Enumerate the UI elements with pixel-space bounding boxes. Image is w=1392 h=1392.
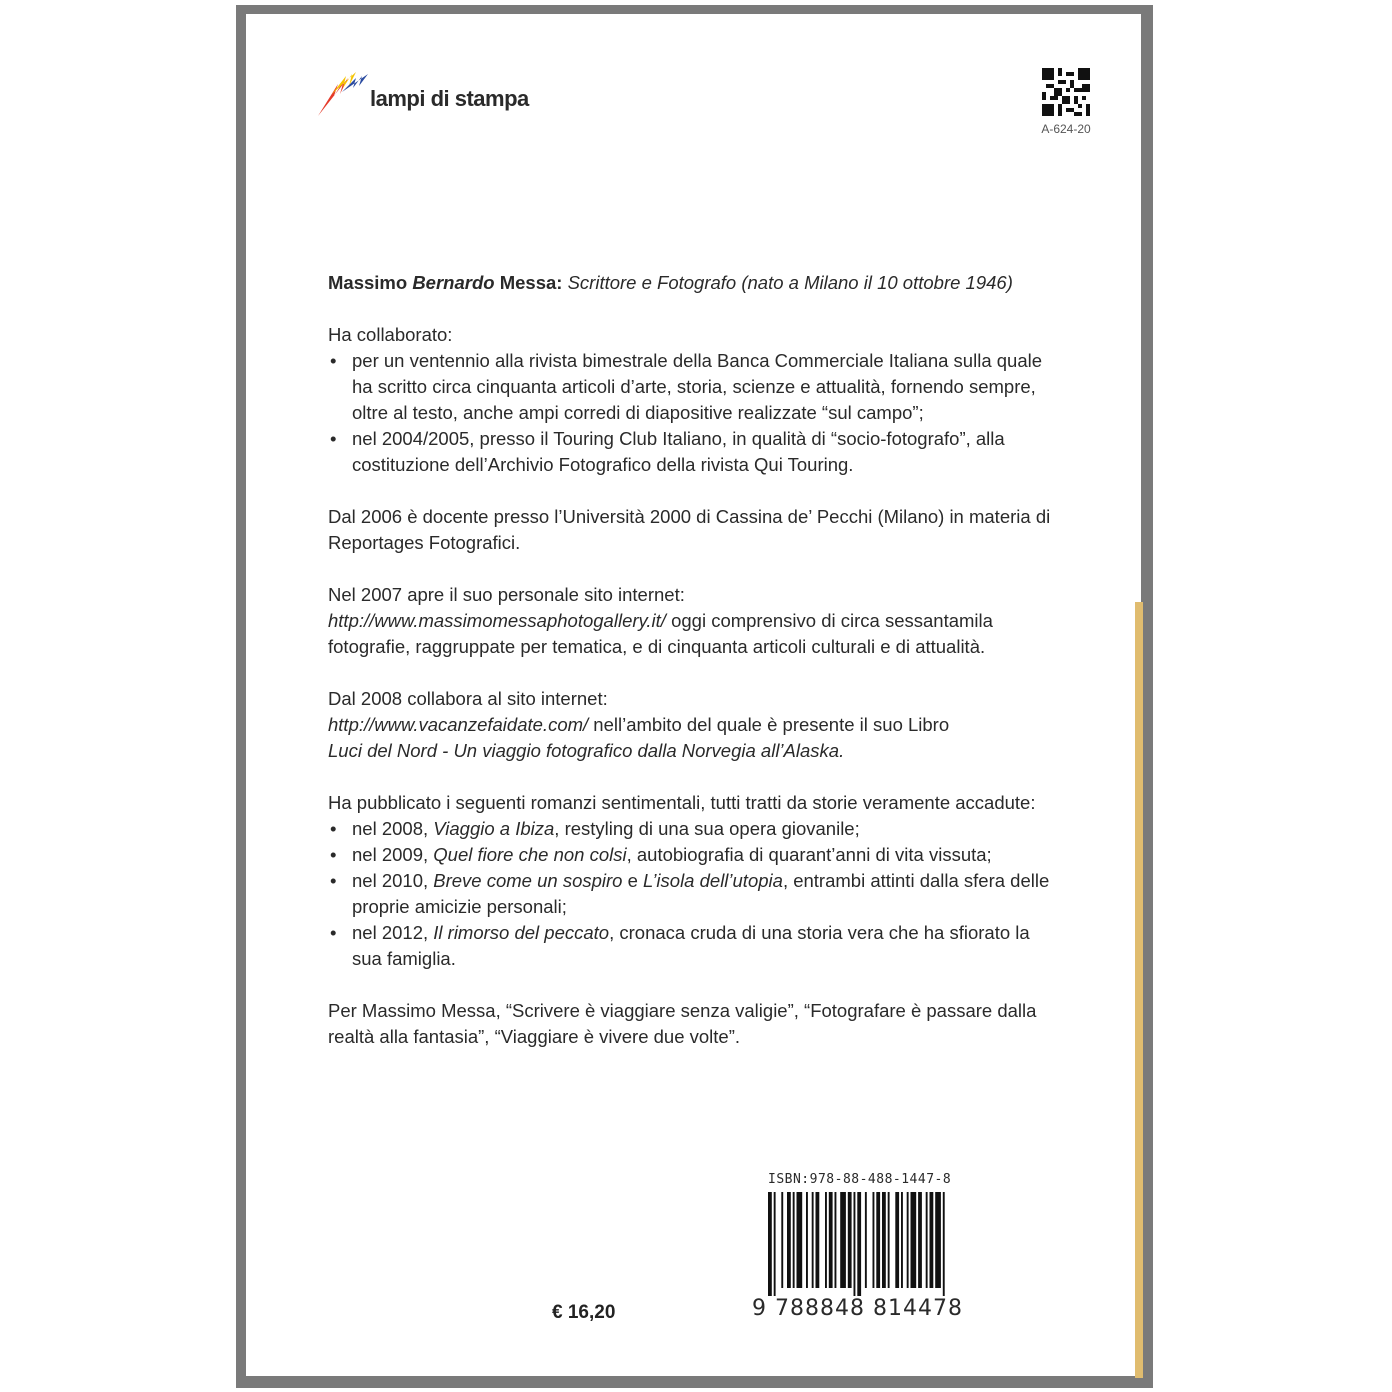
author-last-name: Messa: (499, 272, 563, 293)
spine-edge (1135, 602, 1143, 1378)
author-description: Scrittore e Fotografo (nato a Milano il 10 ottobre 1946) (567, 272, 1013, 293)
collab-list (328, 348, 1058, 478)
quote-paragraph: Per Massimo Messa, “Scrivere è viaggiare senza valigie”, “Fotografare è passare dalla realtà alla fantasia”, “Viaggiare è vivere due volte”. (328, 1000, 1037, 1047)
site-2008-paragraph (328, 686, 1058, 764)
site-2008-intro: Dal 2008 collabora al sito internet: (328, 688, 608, 709)
site-2007-url: http://www.massimomessaphotogallery.it/ (328, 610, 666, 631)
author-heading (328, 270, 1058, 296)
novels-intro: Ha pubblicato i seguenti romanzi sentimentali, tutti tratti da storie veramente accadute: (328, 792, 1036, 813)
list-item: • nel 2009, Quel fiore che non colsi, autobiografia di quarant’anni di vita vissuta; (328, 842, 1058, 868)
site-2008-rest: nell’ambito del quale è presente il suo Libro (588, 714, 950, 735)
collab-intro: Ha collaborato: (328, 324, 453, 345)
list-item: • nel 2004/2005, presso il Touring Club Italiano, in qualità di “socio-fotografo”, alla costituzione dell’Archivio Fotografico della rivista Qui Touring. (328, 426, 1058, 478)
site-2008-url: http://www.vacanzefaidate.com/ (328, 714, 589, 735)
list-item: • nel 2010, Breve come un sospiro e L’isola dell’utopia, entrambi attinti dalla sfera delle proprie amicizie personali; (328, 868, 1058, 920)
publisher-name: lampi di stampa (370, 86, 529, 111)
qr-code-icon (1042, 68, 1090, 116)
site-2008-book: Luci del Nord - Un viaggio fotografico dalla Norvegia all’Alaska. (328, 740, 845, 761)
docente-paragraph: Dal 2006 è docente presso l’Università 2000 di Cassina de’ Pecchi (Milano) in materia di Reportages Fotografici. (328, 506, 1051, 553)
isbn-label: ISBN:978-88-488-1447-8 (768, 1172, 952, 1187)
price-label: € 16,20 (552, 1302, 616, 1323)
author-middle-name: Bernardo (412, 272, 495, 293)
collab-section (328, 322, 1058, 478)
site-2007-paragraph (328, 582, 1058, 660)
barcode-digits: 9 788848 814478 (752, 1296, 963, 1321)
lightning-logo-icon (318, 70, 374, 120)
list-item: • nel 2008, Viaggio a Ibiza, restyling di una sua opera giovanile; (328, 816, 1058, 842)
site-2007-rest: oggi comprensivo di circa sessantamila fotografie, raggruppate per tematica, e di cinquanta articoli culturali e di attualità. (328, 610, 993, 657)
author-bio (328, 270, 1058, 1076)
barcode-icon (768, 1192, 990, 1296)
author-first-name: Massimo (328, 272, 408, 293)
site-2007-intro: Nel 2007 apre il suo personale sito internet: (328, 584, 685, 605)
list-item: • per un ventennio alla rivista bimestrale della Banca Commerciale Italiana sulla quale ha scritto circa cinquanta articoli d’arte, storia, scienze e attualità, fornendo sempre, oltre al testo, anche ampi corredi di diapositive realizzate “sul campo”; (328, 348, 1058, 426)
list-item: • nel 2012, Il rimorso del peccato, cronaca cruda di una storia vera che ha sfiorato la sua famiglia. (328, 920, 1058, 972)
cover-code: A-624-20 (1041, 122, 1091, 136)
novels-list (328, 816, 1058, 972)
novels-section (328, 790, 1058, 972)
